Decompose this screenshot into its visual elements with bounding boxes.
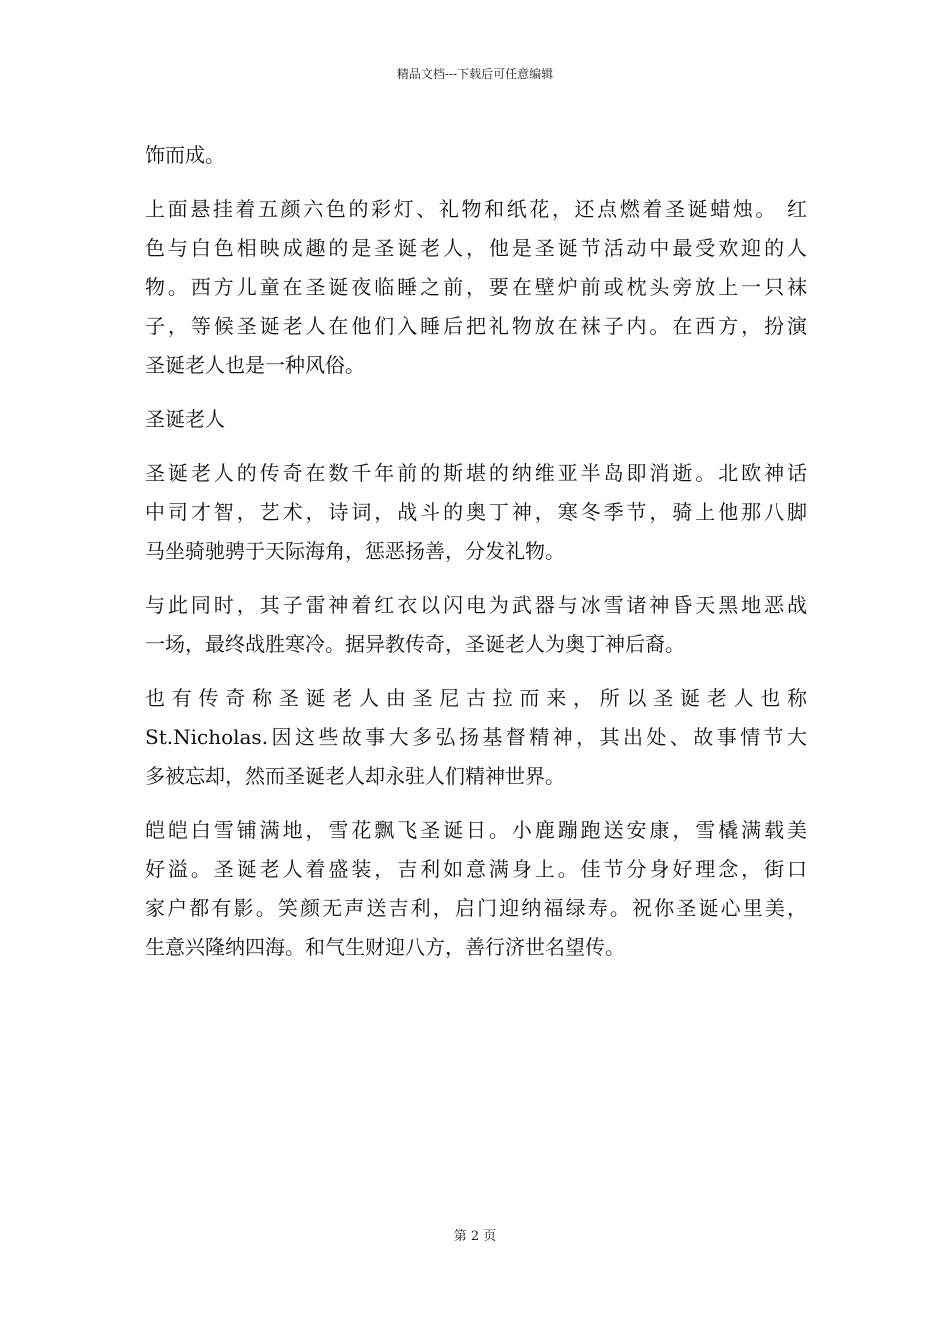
paragraph-3 [145,454,807,571]
paragraph-2 [145,190,807,385]
page-header: 精品文档---下载后可任意编辑 [396,67,554,81]
text-line: 生意兴隆纳四海。和气生财迎八方，善行济世名望传。 [145,935,625,959]
text-line: 与此同时，其子雷神着红衣以闪电为武器与冰雪诸神昏天黑地恶战 [145,593,807,617]
text-line: St.Nicholas.因这些故事大多弘扬基督精神，其出处、故事情节大 [145,725,807,749]
paragraph-gap [145,664,807,679]
paragraph-gap [145,175,807,190]
text-line: 饰而成。 [145,143,225,167]
paragraph-gap [145,796,807,811]
section-heading [145,400,807,439]
text-line: 家户都有影。笑颜无声送吉利，启门迎纳福绿寿。祝你圣诞心里美， [145,896,807,920]
text-line: 圣诞老人也是一种风俗。 [145,353,365,377]
paragraph-gap [145,385,807,400]
text-line: 也有传奇称圣诞老人由圣尼古拉而来，所以圣诞老人也称 [145,686,807,710]
text-line: 多被忘却，然而圣诞老人却永驻人们精神世界。 [145,764,565,788]
text-line: 一场，最终战胜寒冷。据异教传奇，圣诞老人为奥丁神后裔。 [145,632,685,656]
paragraph-gap [145,571,807,586]
text-line: 马坐骑驰骋于天际海角，惩恶扬善，分发礼物。 [145,539,565,563]
text-line: 皑皑白雪铺满地，雪花飘飞圣诞日。小鹿蹦跑送安康，雪橇满载美 [145,818,807,842]
paragraph-gap [145,439,807,454]
text-line: 子，等候圣诞老人在他们入睡后把礼物放在袜子内。在西方，扮演 [145,314,807,338]
paragraph-4 [145,586,807,664]
text-line: 物。西方儿童在圣诞夜临睡之前，要在壁炉前或枕头旁放上一只袜 [145,275,807,299]
paragraph-6 [145,811,807,967]
page-number: 第 2 页 [453,1229,497,1244]
text-line: 色与白色相映成趣的是圣诞老人，他是圣诞节活动中最受欢迎的人 [145,236,807,260]
text-line: 中司才智，艺术，诗词，战斗的奥丁神，寒冬季节，骑上他那八脚 [145,500,807,524]
text-line: 好溢。圣诞老人着盛装，吉利如意满身上。佳节分身好理念，街口 [145,857,807,881]
paragraph-1 [145,136,807,175]
text-line: 圣诞老人的传奇在数千年前的斯堪的纳维亚半岛即消逝。北欧神话 [145,461,807,485]
heading-text: 圣诞老人 [145,407,225,431]
text-line: 上面悬挂着五颜六色的彩灯、礼物和纸花，还点燃着圣诞蜡烛。 红 [145,197,807,221]
document-body [145,136,807,967]
paragraph-5 [145,679,807,796]
